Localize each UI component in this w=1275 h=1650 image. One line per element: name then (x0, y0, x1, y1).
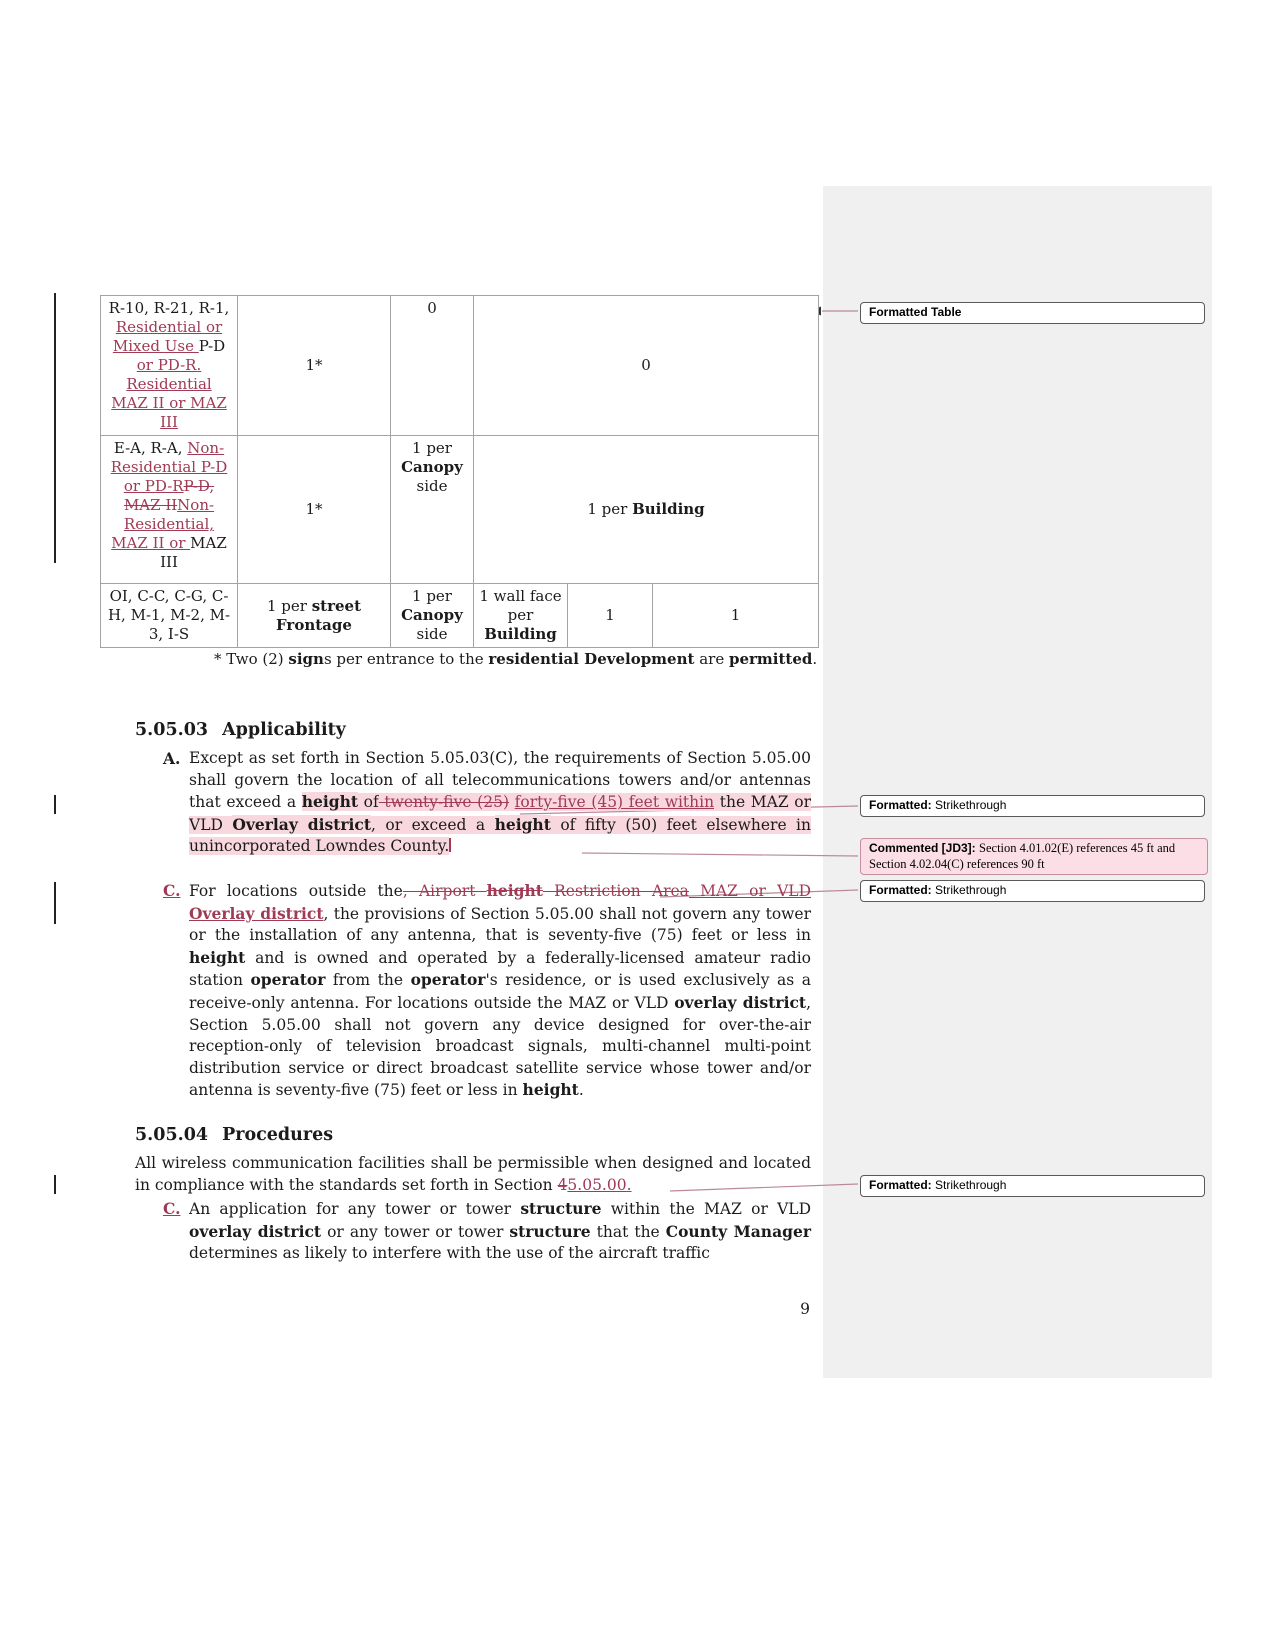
paragraph-text: An application for any tower or tower structure within the MAZ or VLD overlay district or any tower or tower structure that the County Manager determines as likely to interfere with the use of the aircraft traffic (189, 1199, 812, 1263)
cell-commercial-districts: OI, C-C, C-G, C-H, M-1, M-2, M-3, I-S (101, 584, 238, 648)
change-bar (54, 795, 56, 814)
balloon-label: Commented [JD3]: (869, 841, 976, 855)
cell-r1-canopy: 0 (391, 296, 474, 436)
section-number: 5.05.03 (135, 720, 209, 740)
paragraph-c-applicability (163, 880, 811, 1102)
cell-r2-freestanding: 1* (238, 436, 391, 584)
balloon-value: Strikethrough (935, 1178, 1007, 1192)
paragraph-c-procedures (163, 1198, 811, 1265)
section-title: Applicability (222, 720, 346, 740)
paragraph-label: A. (163, 749, 181, 768)
cell-nonresidential-districts: E-A, R-A, Non-Residential P-D or PD-RP-D, MAZ IINon-Residential, MAZ II or MAZ III (101, 436, 238, 584)
balloon-formatted-strikethrough-1[interactable] (860, 795, 1205, 817)
paragraph-label: C. (163, 881, 181, 900)
balloon-formatted-table[interactable] (860, 302, 1205, 324)
section-heading-50503 (135, 720, 346, 740)
paragraph-a (163, 748, 811, 858)
balloon-comment-jd3[interactable] (860, 838, 1208, 875)
table-row (101, 584, 819, 648)
cell-r1-building: 0 (474, 296, 819, 436)
balloon-value: Strikethrough (935, 798, 1007, 812)
markup-area-background (823, 186, 1212, 1378)
balloon-formatted-strikethrough-3[interactable] (860, 1175, 1205, 1197)
balloon-value: Section 4.01.02(E) references 45 ft and Section 4.02.04(C) references 90 ft (869, 841, 1176, 871)
balloon-label: Formatted: (869, 798, 932, 812)
table-row (101, 296, 819, 436)
cell-r2-canopy: 1 per Canopy side (391, 436, 474, 584)
table-footnote: * Two (2) signs per entrance to the residential Development are permitted. (214, 650, 818, 668)
balloon-label: Formatted: (869, 883, 932, 897)
procedures-intro-paragraph: All wireless communication facilities shall be permissible when designed and located in compliance with the standards set forth in Section 45.05.00. (135, 1154, 811, 1194)
change-bar (54, 882, 56, 924)
section-heading-50504 (135, 1125, 333, 1145)
balloon-value: Strikethrough (935, 883, 1007, 897)
cell-r3-col6: 1 (653, 584, 819, 648)
cell-r3-wallface: 1 wall face per Building (474, 584, 568, 648)
paragraph-text: For locations outside the, Airport height Restriction Area MAZ or VLD Overlay district, the provisions of Section 5.05.00 shall not govern any tower or the installation of any antenna, that is seventy-five (75) feet or less in height and is owned and operated by a federally-licensed amateur radio station operator from the operator's residence, or is used exclusively as a receive-only antenna. For locations outside the MAZ or VLD overlay district, Section 5.05.00 shall not govern any device designed for over-the-air reception-only of television broadcast signals, multi-channel multi-point distribution service or direct broadcast satellite service whose tower and/or antenna is seventy-five (75) feet or less in height. (189, 881, 812, 1100)
balloon-label: Formatted: (869, 1178, 932, 1192)
cell-r3-frontage: 1 per street Frontage (238, 584, 391, 648)
paragraph-label: C. (163, 1199, 181, 1218)
change-bar (54, 1175, 56, 1194)
table-row (101, 436, 819, 584)
cell-r2-building: 1 per Building (474, 436, 819, 584)
cell-residential-districts: R-10, R-21, R-1, Residential or Mixed Use P-D or PD-R. Residential MAZ II or MAZ III (101, 296, 238, 436)
cell-r3-col5: 1 (568, 584, 653, 648)
balloon-label: Formatted Table (869, 305, 962, 319)
balloon-formatted-strikethrough-2[interactable] (860, 880, 1205, 902)
cell-r1-freestanding: 1* (238, 296, 391, 436)
section-number: 5.05.04 (135, 1125, 209, 1145)
paragraph-text: Except as set forth in Section 5.05.03(C), the requirements of Section 5.05.00 shall govern the location of all telecommunications towers and/or antennas that exceed a height of twenty-five (25) forty-five (45) feet within the MAZ or VLD Overlay district, or exceed a height of fifty (50) feet elsewhere in unincorporated Lowndes County. (189, 749, 811, 856)
sign-standards-table (100, 295, 819, 648)
cell-r3-canopy: 1 per Canopy side (391, 584, 474, 648)
section-title: Procedures (222, 1125, 334, 1145)
page-number: 9 (800, 1300, 810, 1318)
change-bar (54, 293, 56, 563)
